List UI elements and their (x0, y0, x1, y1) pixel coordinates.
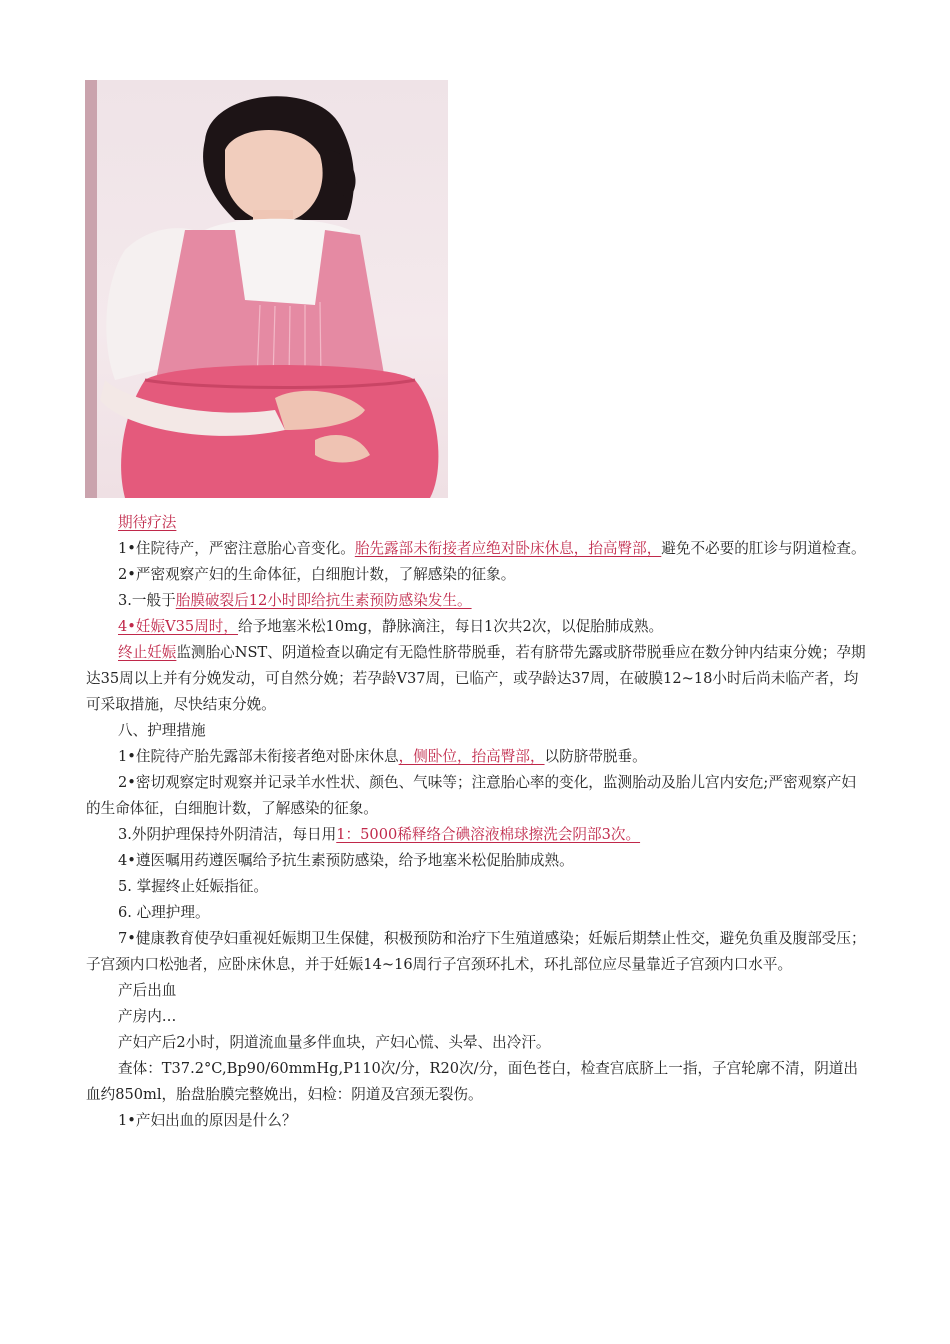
paragraph-p8 (86, 822, 866, 848)
paragraph-p11 (86, 900, 866, 926)
text-run: 3.一般于 (118, 592, 176, 609)
text-run: 2•密切观察定时观察并记录羊水性状、颜色、气味等；注意胎心率的变化，监测胎动及胎儿宫内安危;严密观察产妇的生命体征，白细胞计数，了解感染的征象。 (86, 774, 856, 817)
paragraph-p6 (86, 744, 866, 770)
paragraph-p13 (86, 1004, 866, 1030)
underlined-text: 终止妊娠 (118, 644, 177, 661)
text-run: 产后出血 (118, 982, 177, 999)
paragraph-h2 (86, 718, 866, 744)
photo-illustration-icon (85, 80, 448, 498)
text-run: 5. 掌握终止妊娠指征。 (118, 878, 268, 895)
text-run: 产房内… (118, 1008, 177, 1025)
paragraph-p12 (86, 926, 866, 978)
underlined-text: 期待疗法 (118, 514, 177, 531)
text-run: 6. 心理护理。 (118, 904, 210, 921)
text-run: 1•产妇出血的原因是什么？ (118, 1112, 297, 1129)
underlined-text: 胎先露部未衔接者应绝对卧床休息，抬高臀部， (354, 540, 662, 557)
text-run: 避免不必要的肛诊与阴道检查。 (661, 540, 866, 557)
text-run: 产妇产后2小时，阴道流血量多伴血块，产妇心慌、头晕、出冷汗。 (118, 1034, 551, 1051)
paragraph-p10 (86, 874, 866, 900)
paragraph-p2 (86, 562, 866, 588)
text-run: 3.外阴护理保持外阴清洁，每日用 (118, 826, 337, 843)
text-run: 八、护理措施 (118, 722, 206, 739)
text-run: 监测胎心NST、阴道检查以确定有无隐性脐带脱垂，若有脐带先露或脐带脱垂应在数分钟内结束分娩；孕期达35周以上并有分娩发动，可自然分娩；若孕龄V37周，已临产，或孕龄达37周，在破膜12~18小时后尚未临产者，均可采取措施，尽快结束分娩。 (86, 644, 866, 713)
text-run: 以防脐带脱垂。 (544, 748, 647, 765)
underlined-text: 1：5000稀释络合碘溶液棉球擦洗会阴部3次。 (336, 826, 641, 843)
text-run: 1•住院待产，严密注意胎心音变化。 (118, 540, 355, 557)
underlined-text: 4•妊娠V35周时， (118, 618, 238, 635)
underlined-text: 胎膜破裂后12小时即给抗生素预防感染发生。 (175, 592, 472, 609)
text-run: 7•健康教育使孕妇重视妊娠期卫生保健，积极预防和治疗下生殖道感染；妊娠后期禁止性交，避免负重及腹部受压；子宫颈内口松弛者，应卧床休息，并于妊娠14~16周行子宫颈环扎术，环扎部位应尽量靠近子宫颈内口水平。 (86, 930, 866, 973)
paragraph-p7 (86, 770, 866, 822)
paragraph-h1 (86, 510, 866, 536)
paragraph-h3 (86, 978, 866, 1004)
paragraph-p15 (86, 1056, 866, 1108)
text-run: 4•遵医嘱用药遵医嘱给予抗生素预防感染，给予地塞米松促胎肺成熟。 (118, 852, 574, 869)
paragraph-p5 (86, 640, 866, 718)
paragraph-p4 (86, 614, 866, 640)
document-body (86, 510, 866, 1134)
paragraph-p14 (86, 1030, 866, 1056)
text-run: 给予地塞米松10mg，静脉滴注，每日1次共2次，以促胎肺成熟。 (237, 618, 664, 635)
underlined-text: ，侧卧位，抬高臀部， (398, 748, 545, 765)
text-run: 查体：T37.2°C,Bp90/60mmHg,P110次/分，R20次/分，面色苍白，检查宫底脐上一指，子宫轮廓不清，阴道出血约850ml，胎盘胎膜完整娩出，妇检：阴道及宫颈无裂伤。 (86, 1060, 858, 1103)
paragraph-p9 (86, 848, 866, 874)
paragraph-p16 (86, 1108, 866, 1134)
pregnant-woman-photo (85, 80, 448, 498)
paragraph-p1 (86, 536, 866, 562)
text-run: 1•住院待产胎先露部未衔接者绝对卧床休息 (118, 748, 399, 765)
text-run: 2•严密观察产妇的生命体征，白细胞计数，了解感染的征象。 (118, 566, 516, 583)
paragraph-p3 (86, 588, 866, 614)
